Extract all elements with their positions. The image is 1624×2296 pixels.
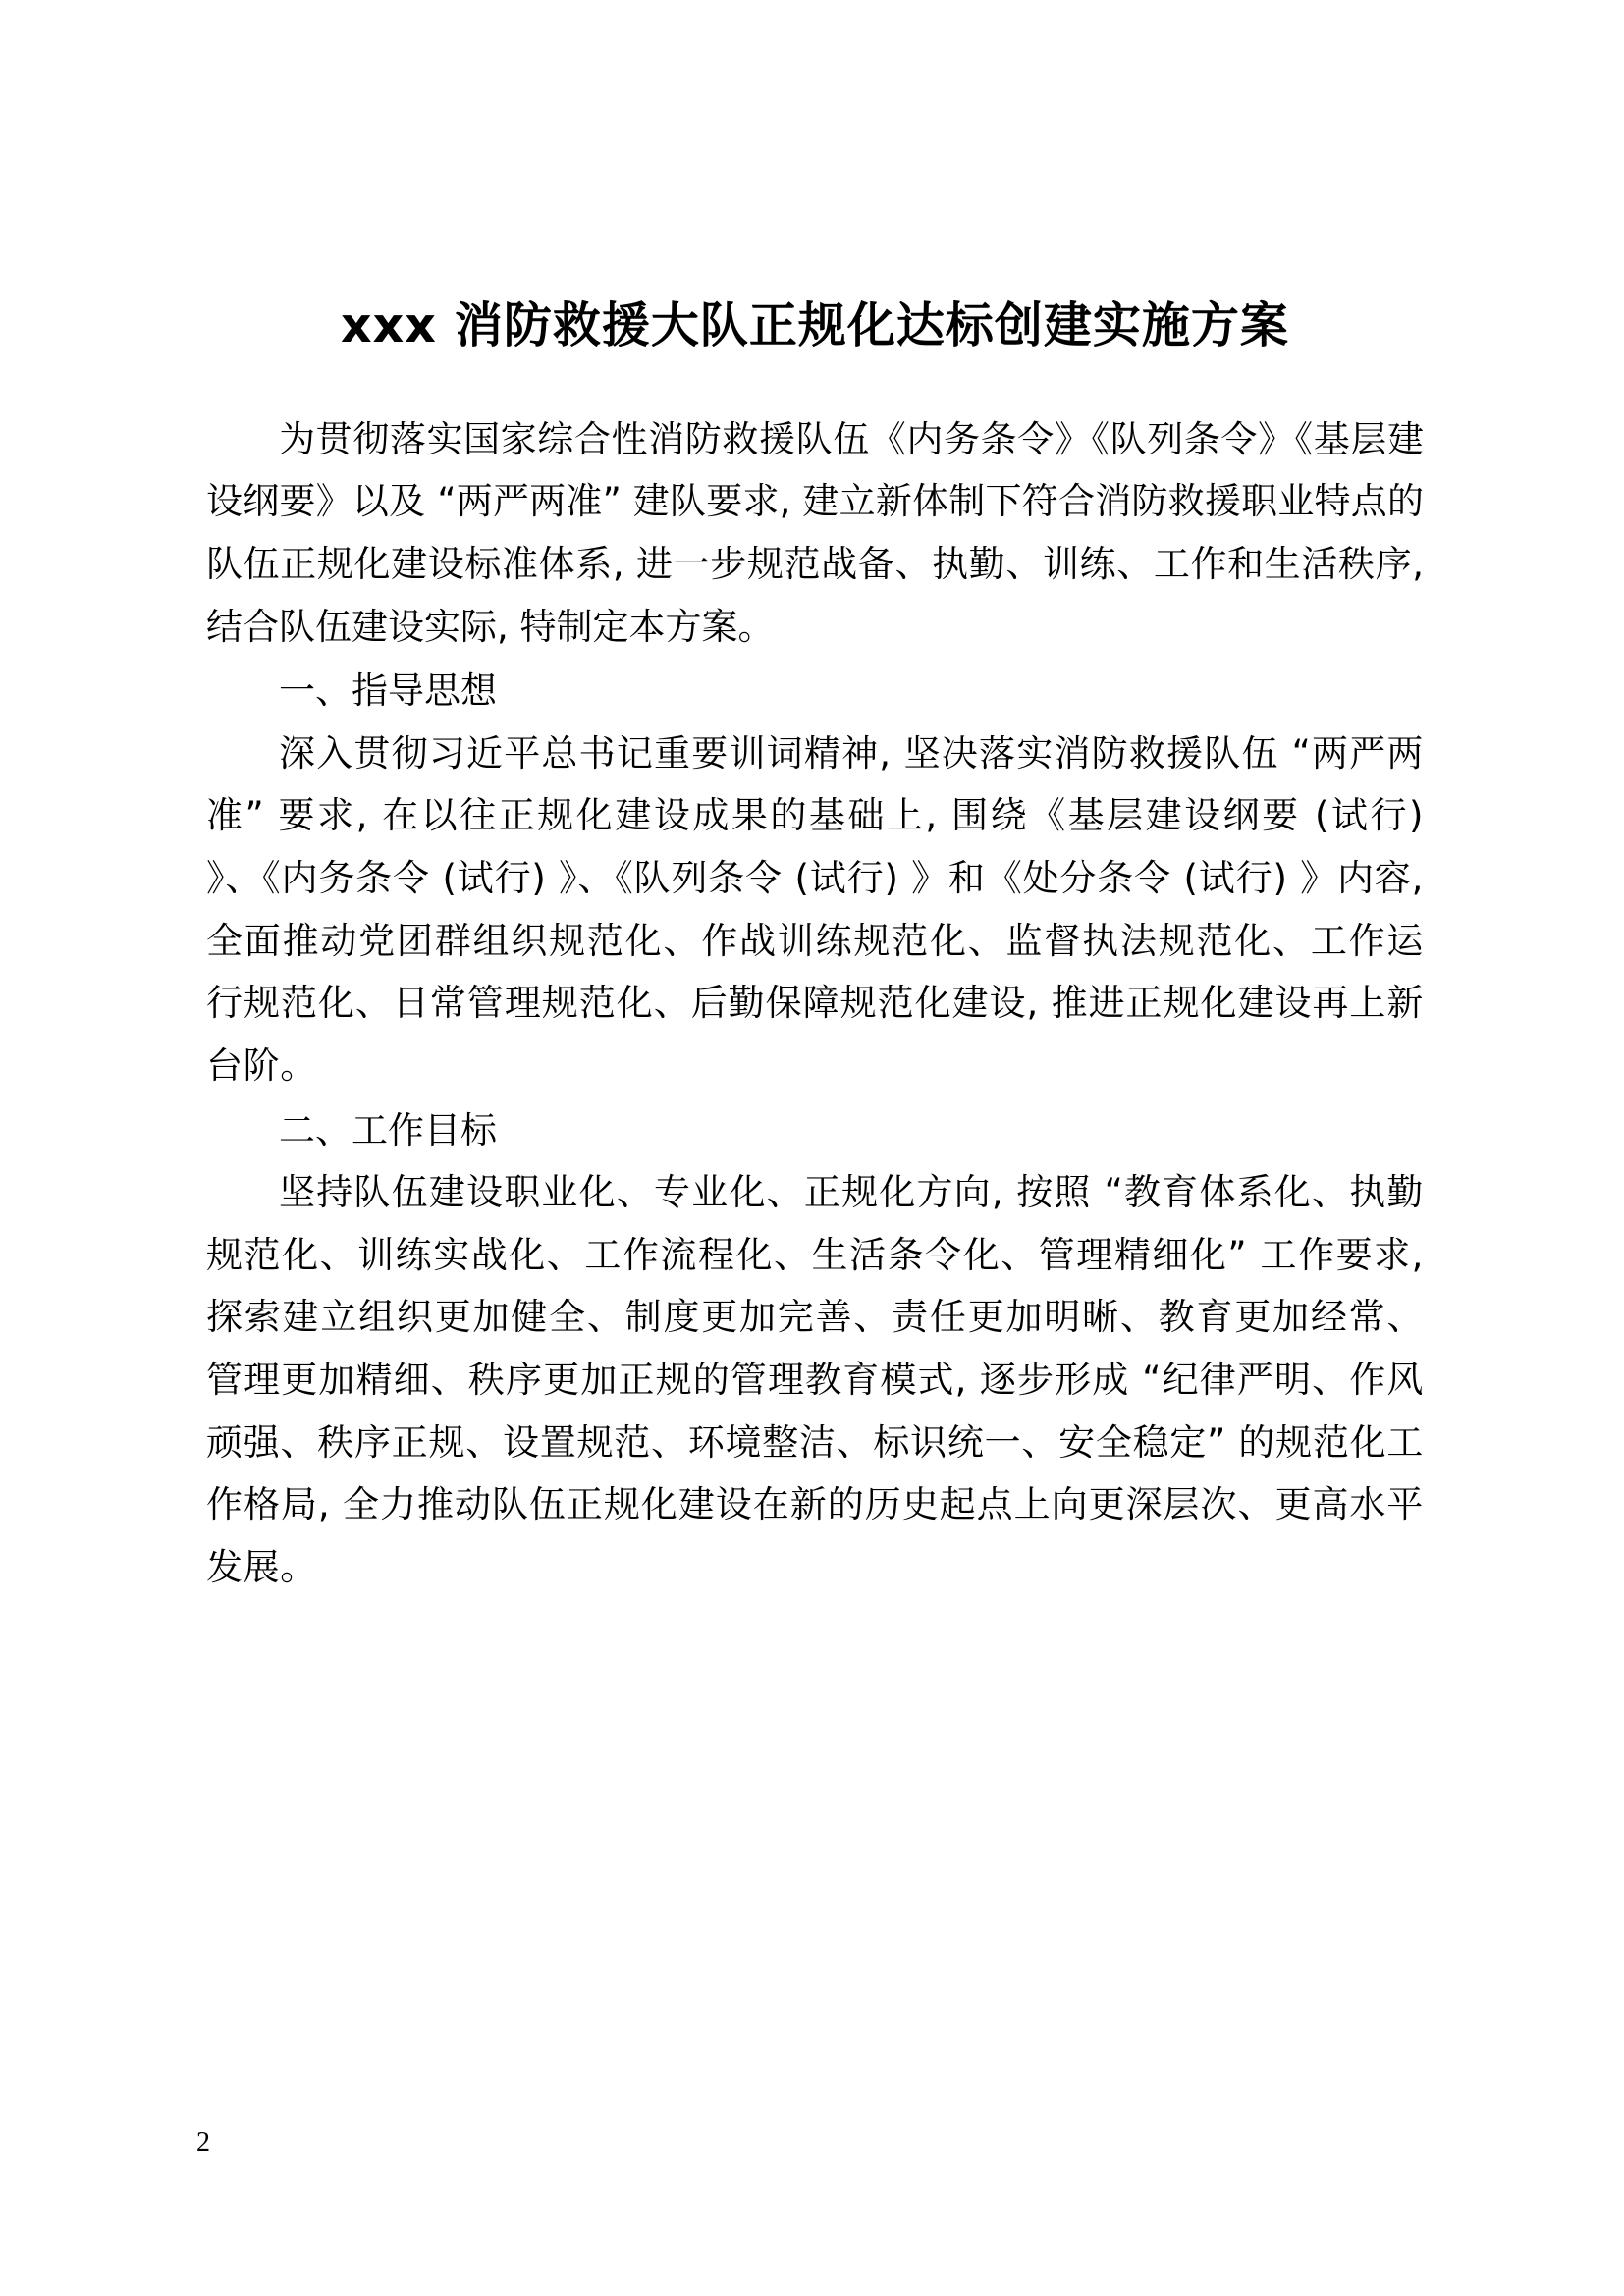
paragraph-guiding-ideology: 深入贯彻习近平总书记重要训词精神, 坚决落实消防救援队伍 “两严两准” 要求, 在以往正规化建设成果的基础上, 围绕《基层建设纲要 (试行) 》、《内务条令 (试行) 》、《队列条令 (试行) 》和《处分条令 (试行) 》内容, 全面推动党团群组织规范化、作战训练规范化、监督执法规范化、工作运行规范化、日常管理规范化、后勤保障规范化建设, 推进正规化建设再上新台阶。 xyxy=(206,731,1425,1087)
section-heading-1: 一、指导思想 xyxy=(279,669,497,713)
page-title: xxx 消防救援大队正规化达标创建实施方案 xyxy=(341,297,1289,353)
document-body xyxy=(206,294,1424,1601)
page-number: 2 xyxy=(196,2127,210,2158)
paragraph-preamble: 为贯彻落实国家综合性消防救援队伍《内务条令》《队列条令》《基层建设纲要》以及 “两严两准” 建队要求, 建立新体制下符合消防救援职业特点的队伍正规化建设标准体系, 进一步规范战备、执勤、训练、工作和生活秩序, 结合队伍建设实际, 特制定本方案。 xyxy=(206,417,1424,648)
section-heading-2: 二、工作目标 xyxy=(279,1108,497,1151)
paragraph-work-objectives: 坚持队伍建设职业化、专业化、正规化方向, 按照 “教育体系化、执勤规范化、训练实战化、工作流程化、生活条令化、管理精细化” 工作要求, 探索建立组织更加健全、制度更加完善、责任更加明晰、教育更加经常、管理更加精细、秩序更加正规的管理教育模式, 逐步形成 “纪律严明、作风顽强、秩序正规、设置规范、环境整洁、标识统一、安全稳定” 的规范化工作格局, 全力推动队伍正规化建设在新的历史起点上向更深层次、更高水平发展。 xyxy=(206,1171,1425,1588)
